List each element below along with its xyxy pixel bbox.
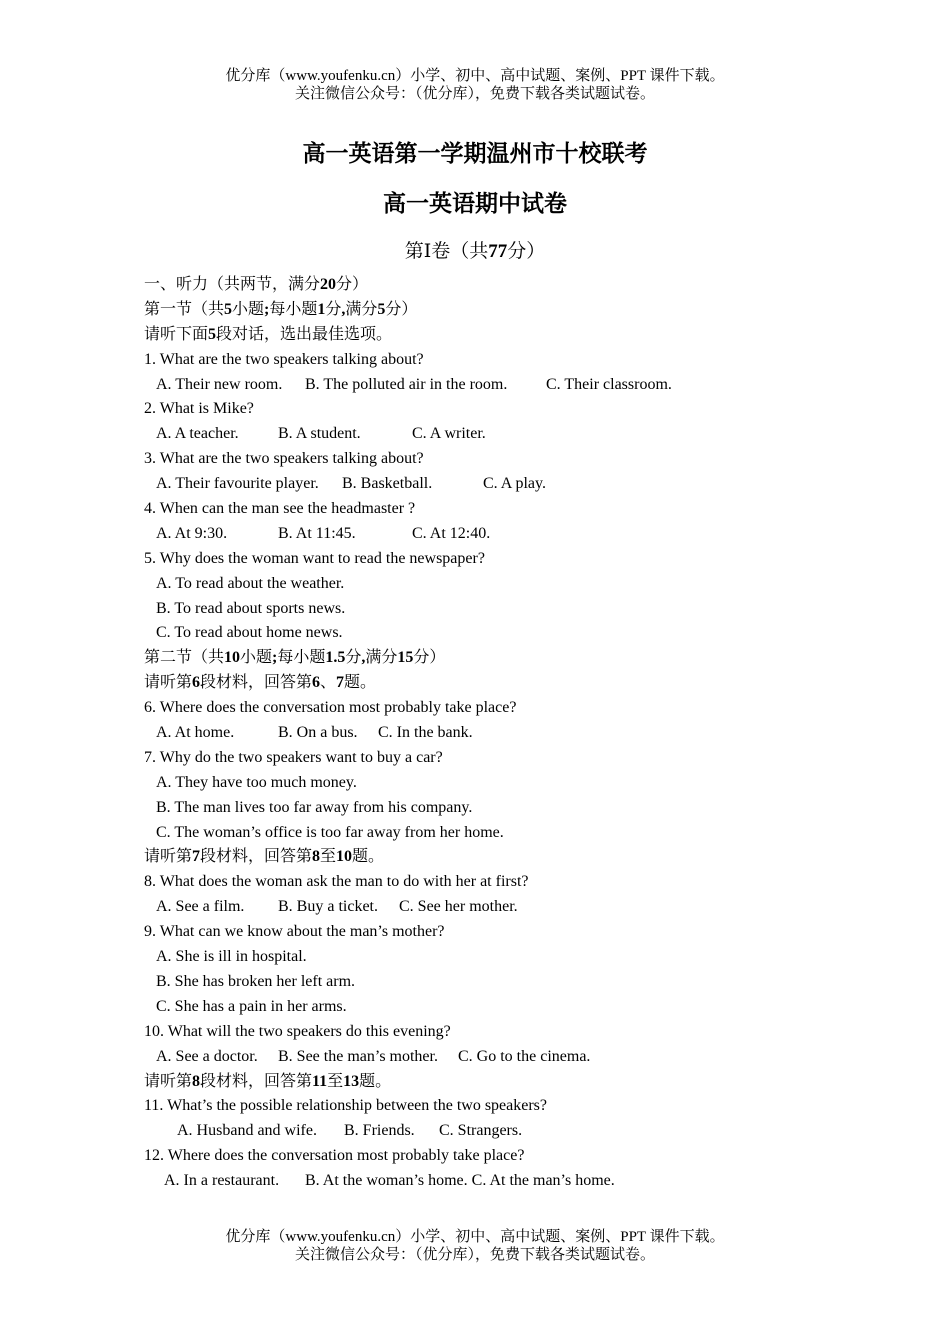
option-a: A. A teacher.: [156, 425, 239, 443]
option-b: B. At 11:45.: [278, 524, 356, 542]
option-a: A. Husband and wife.: [177, 1122, 317, 1140]
option-a: A. They have too much money.: [156, 773, 357, 791]
question-options: [144, 472, 904, 497]
question-stem: 8. What does the woman ask the man to do with her at first?: [144, 873, 529, 891]
option-c: C. See her mother.: [399, 898, 518, 916]
instruction: 请听第7段材料，回答第8至10题。: [144, 848, 385, 866]
question-stem: 7. Why do the two speakers want to buy a car?: [144, 748, 443, 766]
exam-subtitle: 高一英语期中试卷: [383, 191, 567, 217]
question-stem: 5. Why does the woman want to read the newspaper?: [144, 549, 485, 567]
question-options: [144, 422, 904, 447]
option-b: B. She has broken her left arm.: [156, 972, 356, 990]
question-stem: 11. What’s the possible relationship between the two speakers?: [144, 1097, 548, 1115]
option-c: C. A writer.: [412, 425, 486, 443]
question-stem: 2. What is Mike?: [144, 400, 254, 418]
question-stem: 1. What are the two speakers talking about?: [144, 350, 424, 368]
volume-pre: 第Ⅰ卷（共: [404, 241, 489, 262]
option-a: A. See a doctor.: [156, 1047, 258, 1065]
option-c: C. At the man’s home.: [471, 1172, 615, 1190]
volume-score: 77: [488, 241, 508, 262]
option-b: B. The man lives too far away from his company.: [156, 798, 473, 816]
question-stem: 4. When can the man see the headmaster ?: [144, 500, 416, 518]
exam-title: 高一英语第一学期温州市十校联考: [302, 141, 648, 167]
volume-post: 分）: [507, 241, 546, 262]
option-c: C. In the bank.: [378, 724, 473, 742]
question-options: [144, 1119, 904, 1144]
option-a: A. She is ill in hospital.: [156, 948, 307, 966]
question-options: [144, 522, 904, 547]
option-b: B. The polluted air in the room.: [305, 375, 508, 393]
option-b: B. A student.: [278, 425, 361, 443]
header-line-2: 关注微信公众号：（优分库），免费下载各类试题试卷。: [294, 86, 655, 102]
option-b: B. At the woman’s home.: [305, 1172, 468, 1190]
instruction: 请听第6段材料，回答第6、7题。: [144, 674, 377, 692]
footer-line-1: 优分库（www.youfenku.cn）小学、初中、高中试题、案例、PPT 课件下载。: [225, 1229, 725, 1245]
option-a: A. Their favourite player.: [156, 475, 319, 493]
question-options: [144, 1045, 904, 1070]
option-c: C. At 12:40.: [412, 524, 491, 542]
page-footer: [0, 1228, 950, 1264]
question-options: [144, 1169, 904, 1194]
option-a: A. At home.: [156, 724, 235, 742]
section-1-heading: 第一节（共5小题;每小题1分,满分5分）: [144, 300, 418, 318]
page-header: [0, 67, 950, 103]
option-b: B. Basketball.: [342, 475, 433, 493]
exam-body: [144, 273, 904, 1194]
option-b: B. On a bus.: [278, 724, 358, 742]
question-options: [144, 373, 904, 398]
option-c: C. Strangers.: [439, 1122, 523, 1140]
option-b: B. To read about sports news.: [156, 599, 346, 617]
option-a: A. In a restaurant.: [164, 1172, 280, 1190]
option-c: C. A play.: [483, 475, 546, 493]
question-stem: 10. What will the two speakers do this evening?: [144, 1022, 451, 1040]
instruction: 请听下面5段对话，选出最佳选项。: [144, 325, 393, 343]
question-stem: 9. What can we know about the man’s mother?: [144, 923, 445, 941]
question-options: [144, 895, 904, 920]
option-a: A. Their new room.: [156, 375, 283, 393]
question-stem: 12. Where does the conversation most probably take place?: [144, 1147, 525, 1165]
footer-line-2: 关注微信公众号：（优分库），免费下载各类试题试卷。: [294, 1247, 655, 1263]
option-c: C. The woman’s office is too far away from her home.: [156, 823, 504, 841]
volume-heading: [0, 236, 950, 263]
instruction: 请听第8段材料，回答第11至13题。: [144, 1072, 392, 1090]
header-line-1: 优分库（www.youfenku.cn）小学、初中、高中试题、案例、PPT 课件下载。: [225, 68, 725, 84]
option-c: C. Go to the cinema.: [458, 1047, 591, 1065]
option-b: B. Friends.: [344, 1122, 415, 1140]
option-c: C. Their classroom.: [546, 375, 672, 393]
section-2-heading: 第二节（共10小题;每小题1.5分,满分15分）: [144, 649, 446, 667]
part-heading: 一、听力（共两节，满分20分）: [144, 276, 369, 293]
question-options: [144, 721, 904, 746]
option-a: A. At 9:30.: [156, 524, 228, 542]
option-b: B. Buy a ticket.: [278, 898, 378, 916]
option-c: C. She has a pain in her arms.: [156, 997, 347, 1015]
question-stem: 3. What are the two speakers talking about?: [144, 450, 424, 468]
option-c: C. To read about home news.: [156, 624, 343, 642]
option-a: A. To read about the weather.: [156, 574, 345, 592]
question-stem: 6. Where does the conversation most probably take place?: [144, 699, 517, 717]
option-a: A. See a film.: [156, 898, 245, 916]
option-b: B. See the man’s mother.: [278, 1047, 438, 1065]
